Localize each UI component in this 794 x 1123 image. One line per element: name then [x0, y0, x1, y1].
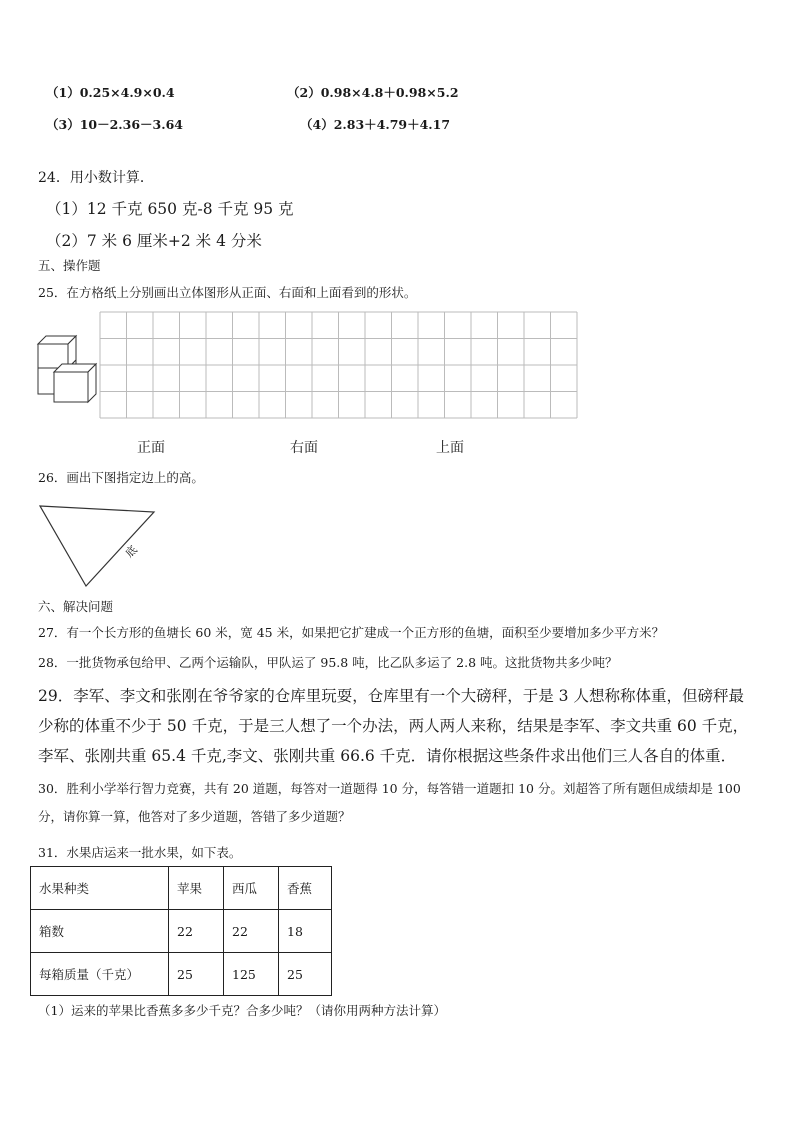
triangle-base-label: 底 — [122, 543, 140, 561]
table-cell: 125 — [224, 953, 279, 996]
q26-title: 26．画出下图指定边上的高。 — [38, 470, 204, 485]
table-cell: 香蕉 — [279, 867, 332, 910]
fruit-table — [30, 866, 332, 996]
table-header-row — [31, 867, 332, 910]
q27-text: 27．有一个长方形的鱼塘长 60 米，宽 45 米，如果把它扩建成一个正方形的鱼塘，面积至少要增加多少平方米？ — [38, 625, 665, 640]
q29-text: 29．李军、李文和张刚在爷爷家的仓库里玩耍，仓库里有一个大磅秤，于是 3 人想称称体重，但磅秤最少称的体重不少于 50 千克，于是三人想了一个办法，两人两人来称，结果是李军、李文共重 60 千克，李军、张刚共重 65.4 千克,李文、张刚共重 66.6 千克．请你根据这些条件求出他们三人各自的体重． — [38, 687, 749, 765]
q23-item-2: （2）0.98×4.8＋0.98×5.2 — [287, 85, 459, 100]
section-operation-heading: 五、操作题 — [38, 258, 101, 273]
q30-text: 30．胜利小学举行智力竞赛，共有 20 道题，每答对一道题得 10 分，每答错一道题扣 10 分。刘超答了所有题但成绩却是 100 分，请你算一算，他答对了多少道题，答错了多少道题？ — [38, 781, 741, 824]
triangle-shape — [40, 506, 154, 586]
table-cell: 西瓜 — [224, 867, 279, 910]
label-right-view: 右面 — [290, 440, 318, 456]
q25-figure — [30, 308, 590, 426]
q31-title: 31．水果店运来一批水果，如下表。 — [38, 845, 242, 860]
table-cell: 每箱质量（千克） — [31, 953, 169, 996]
table-row — [31, 910, 332, 953]
q24-title: 24．用小数计算． — [38, 170, 154, 186]
table-row — [31, 953, 332, 996]
table-cell: 25 — [279, 953, 332, 996]
table-cell: 22 — [169, 910, 224, 953]
q28-text: 28．一批货物承包给甲、乙两个运输队，甲队运了 95.8 吨，比乙队多运了 2.8 吨。这批货物共多少吨？ — [38, 655, 618, 670]
label-front-view: 正面 — [137, 440, 165, 456]
cube-stack-drawing — [38, 336, 96, 402]
q23-item-1: （1）0.25×4.9×0.4 — [46, 85, 175, 100]
table-cell: 22 — [224, 910, 279, 953]
q25-title: 25．在方格纸上分别画出立体图形从正面、右面和上面看到的形状。 — [38, 285, 417, 300]
section-solve-heading: 六、解决问题 — [38, 599, 114, 614]
q23-item-4: （4）2.83＋4.79＋4.17 — [300, 117, 451, 132]
q23-item-3: （3）10－2.36－3.64 — [46, 117, 183, 132]
table-cell: 25 — [169, 953, 224, 996]
table-cell: 18 — [279, 910, 332, 953]
table-cell: 水果种类 — [31, 867, 169, 910]
q24-item-2: （2）7 米 6 厘米+2 米 4 分米 — [46, 232, 262, 250]
table-cell: 苹果 — [169, 867, 224, 910]
q31-sub1: （1）运来的苹果比香蕉多多少千克？合多少吨？（请你用两种方法计算） — [38, 1003, 446, 1018]
square-grid — [100, 312, 577, 418]
q24-item-1: （1）12 千克 650 克-8 千克 95 克 — [46, 200, 294, 218]
triangle-figure — [36, 500, 160, 592]
table-cell: 箱数 — [31, 910, 169, 953]
label-top-view: 上面 — [436, 440, 464, 456]
